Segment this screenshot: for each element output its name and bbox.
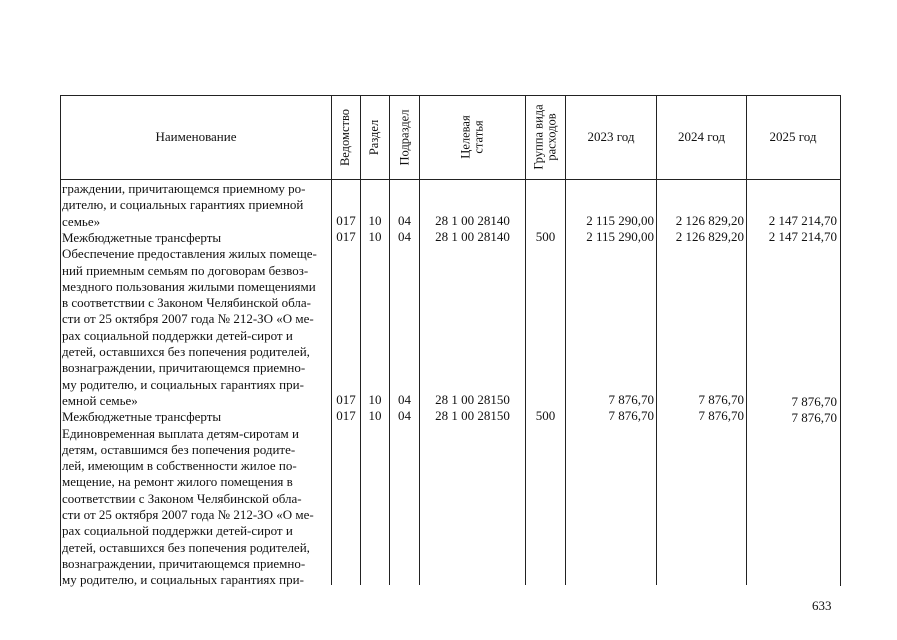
name-line: рах социальной поддержки детей-сирот и xyxy=(62,327,293,343)
cell-podrazdel: 04 xyxy=(398,229,411,244)
cell-group: 500 xyxy=(535,408,556,423)
name-line: детей, оставшихся без попечения родителей, xyxy=(62,539,310,555)
cell-group: 500 xyxy=(535,229,556,244)
name-line: детям, оставшимся без попечения родите- xyxy=(62,441,296,457)
cell-vedomstvo: 017 xyxy=(336,229,356,244)
cell-razdel: 10 xyxy=(368,408,382,423)
cell-razdel: 10 xyxy=(368,213,382,228)
cell-2024: 7 876,70 xyxy=(698,392,744,407)
header-2023: 2023 год xyxy=(587,129,635,144)
header-group xyxy=(526,95,565,179)
cell-2025: 2 147 214,70 xyxy=(768,229,837,244)
name-line: Обеспечение предоставления жилых помеще- xyxy=(62,246,317,262)
header-group-text xyxy=(533,104,559,169)
header-vedomstvo-text: Ведомство xyxy=(338,108,353,166)
cell-vedomstvo: 017 xyxy=(336,213,356,228)
header-vedomstvo xyxy=(332,95,360,179)
header-razdel xyxy=(361,95,389,179)
header-group-line1: Группа вида xyxy=(531,104,546,170)
cell-2025: 7 876,70 xyxy=(791,410,837,425)
header-group-line2: расходов xyxy=(544,113,559,161)
cell-podrazdel: 04 xyxy=(398,408,411,423)
name-line: мещение, на ремонт жилого помещения в xyxy=(62,474,293,490)
cell-2023: 2 115 290,00 xyxy=(586,213,654,228)
cell-podrazdel: 04 xyxy=(398,392,411,407)
name-line: граждении, причитающемся приемному ро- xyxy=(62,181,306,196)
cell-2023: 7 876,70 xyxy=(608,392,654,407)
header-target xyxy=(420,95,525,179)
name-line: вознаграждении, причитающемся приемно- xyxy=(62,555,306,571)
cell-vedomstvo: 017 xyxy=(336,408,356,423)
name-line: мездного пользования жилыми помещениями xyxy=(62,278,316,294)
cell-2023: 7 876,70 xyxy=(608,408,654,423)
header-2024: 2024 год xyxy=(678,129,725,144)
name-line: емной семье» xyxy=(62,392,138,408)
cell-2023: 2 115 290,00 xyxy=(586,229,654,244)
cell-razdel: 10 xyxy=(368,392,382,407)
name-line: му родителю, и социальных гарантиях при- xyxy=(62,376,304,392)
header-separator xyxy=(60,179,840,180)
cell-target: 28 1 00 28140 xyxy=(435,213,510,228)
name-line: му родителю, и социальных гарантиях при- xyxy=(62,572,304,588)
name-line: Межбюджетные трансферты xyxy=(62,229,222,245)
name-line: сти от 25 октября 2007 года № 212-ЗО «О ме- xyxy=(62,311,314,327)
name-line: сти от 25 октября 2007 года № 212-ЗО «О ме- xyxy=(62,507,314,522)
name-line: в соответствии с Законом Челябинской обла- xyxy=(62,295,311,311)
name-line: Межбюджетные трансферты xyxy=(62,409,222,425)
cell-vedomstvo: 017 xyxy=(336,392,356,407)
cell-target: 28 1 00 28150 xyxy=(435,408,510,423)
cell-2024: 7 876,70 xyxy=(698,408,744,423)
header-target-text xyxy=(460,115,486,158)
name-line: дителю, и социальных гарантиях приемной xyxy=(62,197,304,213)
name-line: рах социальной поддержки детей-сирот и xyxy=(62,523,293,539)
name-line: детей, оставшихся без попечения родителей, xyxy=(62,344,310,359)
header-target-line2: статья xyxy=(471,120,486,154)
header-razdel-text: Раздел xyxy=(367,119,382,155)
name-line: ний приемным семьям по договорам безвоз- xyxy=(62,262,309,278)
header-name: Наименование xyxy=(155,129,237,144)
name-line: лей, имеющим в собственности жилое по- xyxy=(62,458,297,474)
name-line: Единовременная выплата детям-сиротам и xyxy=(62,425,299,441)
header-podrazdel-text: Подраздел xyxy=(397,109,411,165)
cell-2025: 2 147 214,70 xyxy=(768,213,837,228)
name-line: семье» xyxy=(62,213,101,229)
header-target-line1: Целевая xyxy=(458,115,473,159)
cell-2025: 7 876,70 xyxy=(791,394,837,409)
header-podrazdel xyxy=(390,95,419,179)
page-number: 633 xyxy=(812,598,832,613)
cell-target: 28 1 00 28140 xyxy=(435,229,510,244)
cell-podrazdel: 04 xyxy=(398,213,411,228)
header-2025: 2025 год xyxy=(769,129,817,144)
cell-target: 28 1 00 28150 xyxy=(435,392,510,407)
cell-2024: 2 126 829,20 xyxy=(675,213,744,228)
cell-2024: 2 126 829,20 xyxy=(675,229,744,244)
name-line: вознаграждении, причитающемся приемно- xyxy=(62,360,306,376)
cell-razdel: 10 xyxy=(368,229,382,244)
name-line: соответствии с Законом Челябинской обла- xyxy=(62,490,302,506)
